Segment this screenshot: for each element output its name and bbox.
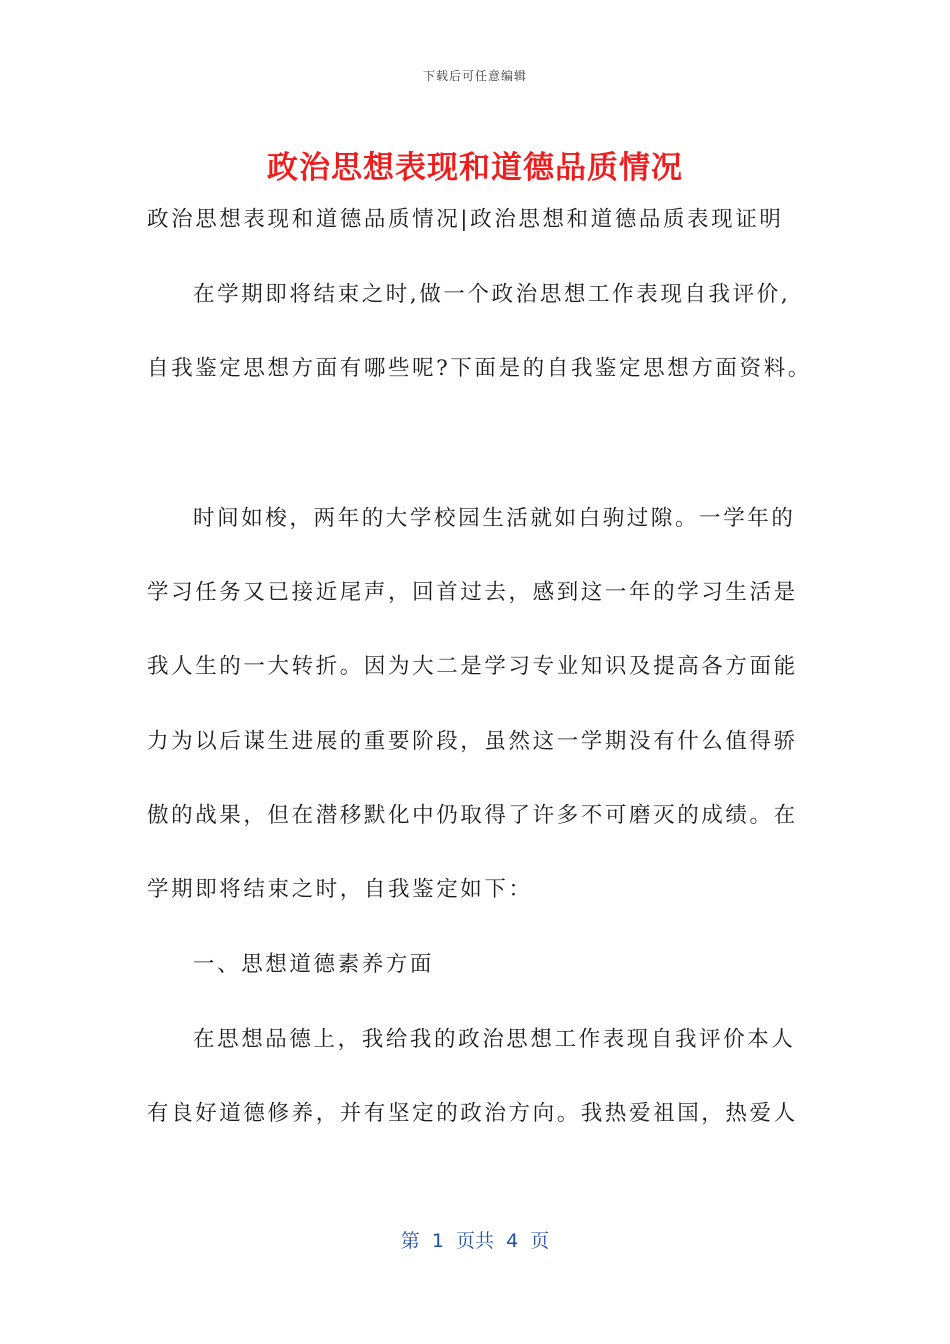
header-note: 下载后可任意编辑 [422,69,527,83]
paragraph-line: 学期即将结束之时，自我鉴定如下： [147,877,533,902]
paragraph-line: 我人生的一大转折。因为大二是学习专业知识及提高各方面能 [147,654,798,679]
paragraph-line: 时间如梭，两年的大学校园生活就如白驹过隙。一学年的 [193,506,796,531]
paragraph-line: 傲的战果，但在潜移默化中仍取得了许多不可磨灭的成绩。在 [147,803,798,828]
paragraph-line: 学习任务又已接近尾声，回首过去，感到这一年的学习生活是 [147,580,798,605]
document-title: 政治思想表现和道德品质情况 [267,150,683,186]
section-heading: 一、思想道德素养方面 [193,952,435,977]
page-footer: 第 1 页共 4 页 [400,1230,550,1252]
paragraph-line: 自我鉴定思想方面有哪些呢?下面是的自我鉴定思想方面资料。 [147,356,812,381]
paragraph-line: 力为以后谋生进展的重要阶段，虽然这一学期没有什么值得骄 [147,729,798,754]
document-subtitle: 政治思想表现和道德品质情况|政治思想和道德品质表现证明 [147,207,784,232]
paragraph-line: 在思想品德上，我给我的政治思想工作表现自我评价本人 [193,1027,796,1052]
paragraph-line: 在学期即将结束之时,做一个政治思想工作表现自我评价, [193,282,791,307]
paragraph-line: 有良好道德修养，并有坚定的政治方向。我热爱祖国，热爱人 [147,1101,798,1126]
